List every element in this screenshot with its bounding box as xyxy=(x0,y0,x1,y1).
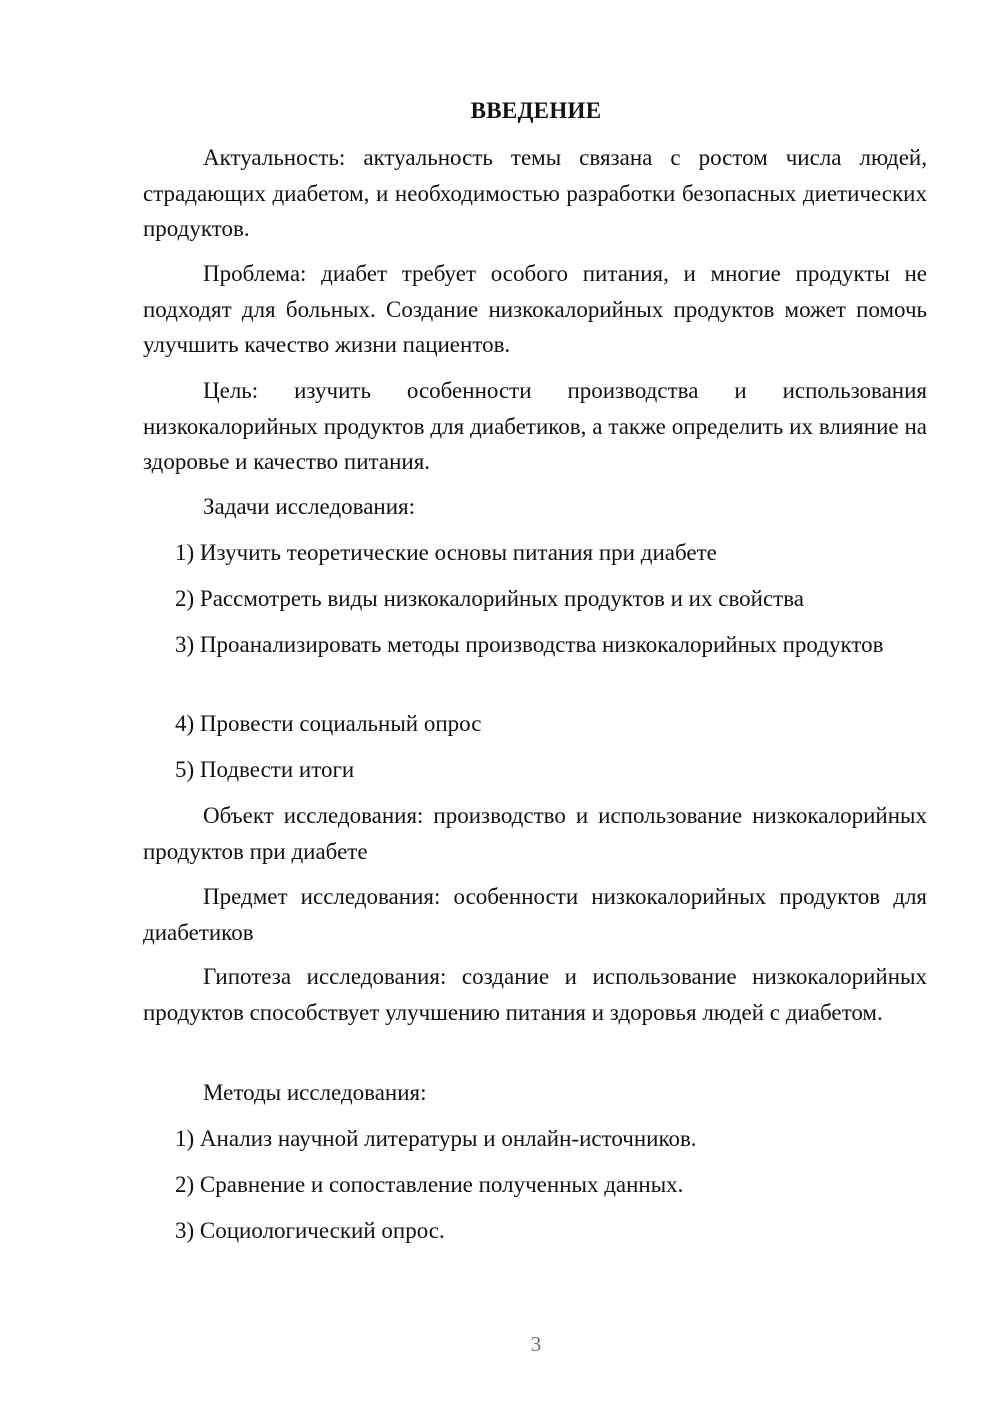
problem-block xyxy=(143,256,927,363)
methods-heading: Методы исследования: xyxy=(203,1080,427,1105)
list-item: 2) Рассмотреть виды низкокалорийных продуктов и их свойства xyxy=(175,586,804,611)
problem-paragraph: Проблема: диабет требует особого питания, и многие продукты не подходят для больных. Создание низкокалорийных продуктов может помочь улучшить качество жизни пациентов. xyxy=(143,261,927,357)
page-number: 3 xyxy=(530,1332,542,1356)
list-item: 5) Подвести итоги xyxy=(175,757,355,782)
methods-item-1-block xyxy=(143,1121,927,1157)
list-item: 1) Анализ научной литературы и онлайн-источников. xyxy=(175,1126,697,1151)
subject-block xyxy=(143,879,927,950)
list-item: 3) Социологический опрос. xyxy=(175,1218,445,1243)
list-item: 3) Проанализировать методы производства низкокалорийных продуктов xyxy=(175,632,884,657)
methods-item-3-block xyxy=(143,1213,927,1249)
goal-block xyxy=(143,373,927,480)
goal-paragraph: Цель: изучить особенности производства и использования низкокалорийных продуктов для диабетиков, а также определить их влияние на здоровье и качество питания. xyxy=(143,378,927,474)
tasks-item-5-block xyxy=(143,752,927,788)
relevance-paragraph: Актуальность: актуальность темы связана с ростом числа людей, страдающих диабетом, и необходимостью разработки безопасных диетических продуктов. xyxy=(143,145,927,241)
hypothesis-block xyxy=(143,959,927,1030)
list-item: 4) Провести социальный опрос xyxy=(175,711,482,736)
object-paragraph: Объект исследования: производство и использование низкокалорийных продуктов при диабете xyxy=(143,803,927,864)
list-item: 2) Сравнение и сопоставление полученных данных. xyxy=(175,1172,684,1197)
methods-item-2-block xyxy=(143,1167,927,1203)
tasks-heading: Задачи исследования: xyxy=(203,494,416,519)
tasks-item-4-block xyxy=(143,706,927,742)
subject-paragraph: Предмет исследования: особенности низкокалорийных продуктов для диабетиков xyxy=(143,884,927,945)
page-title: ВВЕДЕНИЕ xyxy=(470,98,602,123)
tasks-item-1-block xyxy=(143,535,927,571)
tasks-item-3-block xyxy=(143,627,927,663)
list-item: 1) Изучить теоретические основы питания при диабете xyxy=(175,540,717,565)
hypothesis-paragraph: Гипотеза исследования: создание и использование низкокалорийных продуктов способствует улучшению питания и здоровья людей с диабетом. xyxy=(143,964,927,1025)
tasks-heading-block xyxy=(143,489,927,525)
relevance-block xyxy=(143,140,927,247)
methods-heading-block xyxy=(143,1075,927,1111)
tasks-item-2-block xyxy=(143,581,927,617)
object-block xyxy=(143,798,927,869)
